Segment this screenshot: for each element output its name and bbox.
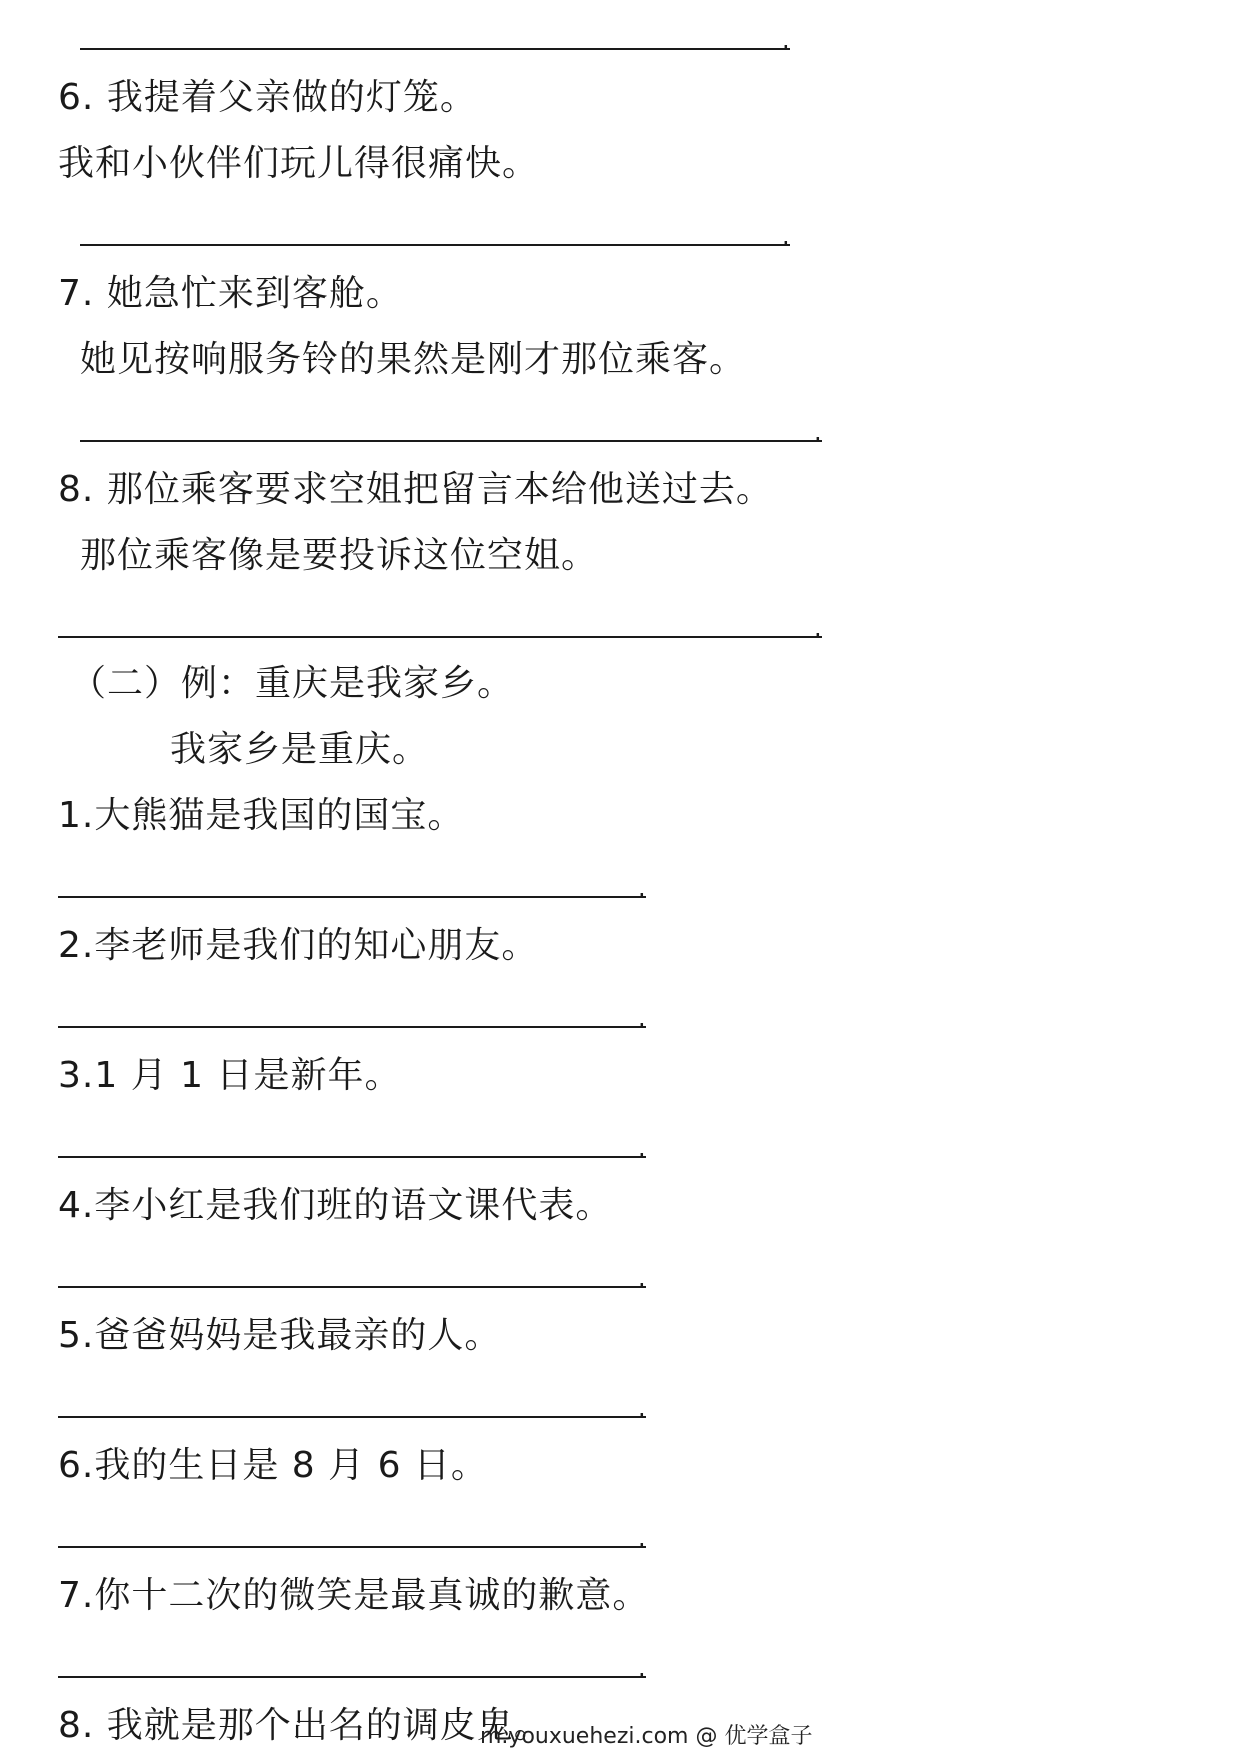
part1-item-7-sentence-a: 7. 她急忙来到客舱。	[58, 273, 403, 314]
part2-item-2: 2.李老师是我们的知心朋友。	[58, 925, 539, 966]
part2-item-8: 8. 我就是那个出名的调皮鬼。	[58, 1705, 551, 1746]
line-end-mark: .	[638, 1654, 646, 1682]
answer-line-part2-item-3[interactable]	[58, 1156, 646, 1158]
part2-item-6: 6.我的生日是 8 月 6 日。	[58, 1445, 488, 1486]
answer-line-part2-item-6[interactable]	[58, 1546, 646, 1548]
line-end-mark: .	[638, 1524, 646, 1552]
part2-heading: （二）例：重庆是我家乡。	[70, 663, 515, 704]
part2-item-3: 3.1 月 1 日是新年。	[58, 1055, 402, 1096]
part2-item-4: 4.李小红是我们班的语文课代表。	[58, 1185, 613, 1226]
line-end-mark: .	[782, 26, 790, 54]
part1-item-7-sentence-b: 她见按响服务铃的果然是刚才那位乘客。	[80, 339, 747, 380]
line-end-mark: .	[638, 1004, 646, 1032]
part2-item-7: 7.你十二次的微笑是最真诚的歉意。	[58, 1575, 650, 1616]
part1-item-6-sentence-b: 我和小伙伴们玩儿得很痛快。	[58, 143, 540, 184]
answer-line-part2-item-7[interactable]	[58, 1676, 646, 1678]
part1-item-6-sentence-a: 6. 我提着父亲做的灯笼。	[58, 77, 477, 118]
answer-line-part2-item-2[interactable]	[58, 1026, 646, 1028]
answer-line-part2-item-4[interactable]	[58, 1286, 646, 1288]
answer-line-part2-item-1[interactable]	[58, 896, 646, 898]
line-end-mark: .	[638, 1134, 646, 1162]
part2-item-5: 5.爸爸妈妈是我最亲的人。	[58, 1315, 502, 1356]
line-end-mark: .	[814, 418, 822, 446]
line-end-mark: .	[638, 1264, 646, 1292]
answer-line-part1-item-6[interactable]	[80, 244, 790, 246]
line-end-mark: .	[814, 614, 822, 642]
part2-example-answer: 我家乡是重庆。	[170, 729, 430, 770]
part1-item-8-sentence-a: 8. 那位乘客要求空姐把留言本给他送过去。	[58, 469, 773, 510]
line-end-mark: .	[638, 874, 646, 902]
answer-line-part1-item-8[interactable]	[58, 636, 822, 638]
answer-line-part2-item-5[interactable]	[58, 1416, 646, 1418]
part2-item-1: 1.大熊猫是我国的国宝。	[58, 795, 465, 836]
part1-item-8-sentence-b: 那位乘客像是要投诉这位空姐。	[80, 535, 599, 576]
answer-line-top[interactable]	[80, 48, 790, 50]
answer-line-part1-item-7[interactable]	[80, 440, 822, 442]
watermark: m.youxuehezi.com @ 优学盒子	[480, 1724, 813, 1749]
line-end-mark: .	[782, 222, 790, 250]
line-end-mark: .	[638, 1394, 646, 1422]
